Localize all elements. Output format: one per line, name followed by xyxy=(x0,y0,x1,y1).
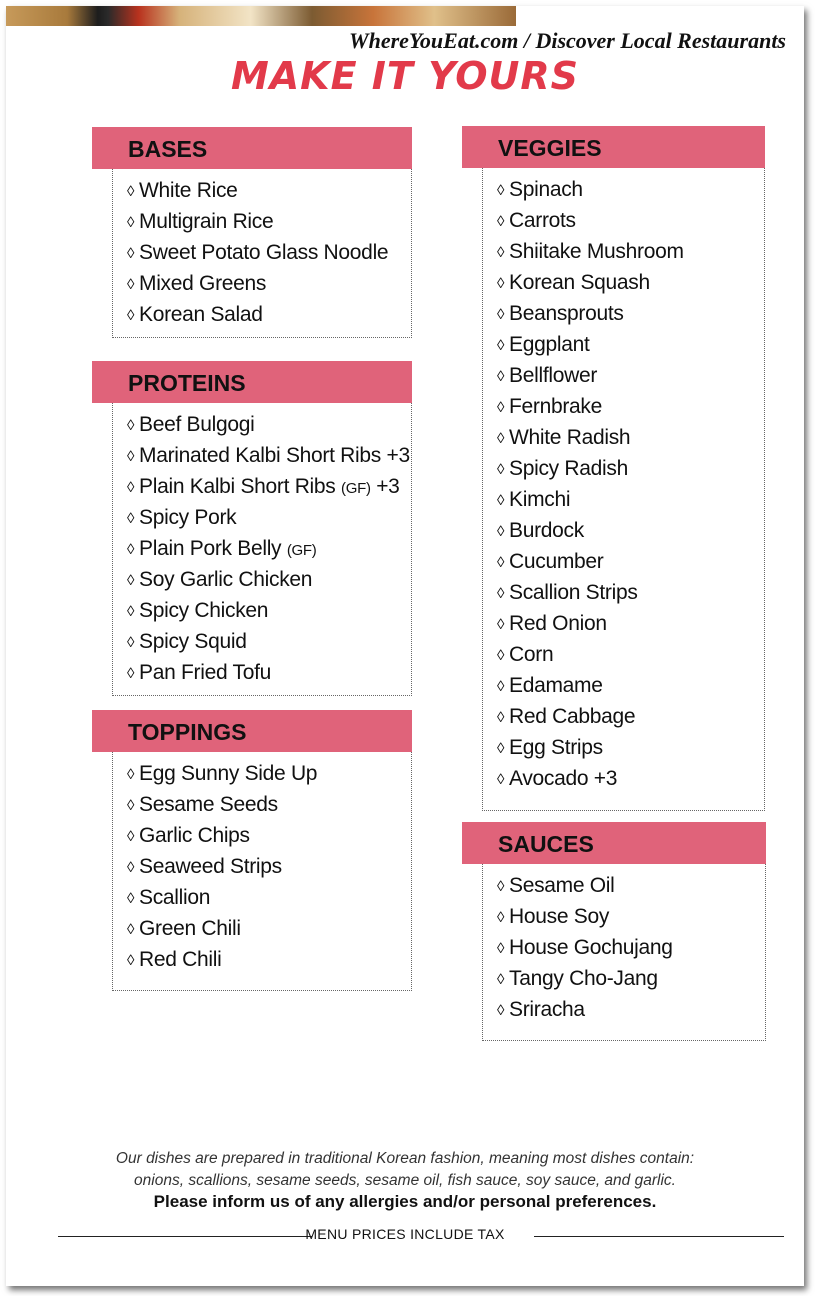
diamond-bullet-icon: ◊ xyxy=(497,523,505,540)
diamond-bullet-icon: ◊ xyxy=(127,890,135,907)
diamond-bullet-icon: ◊ xyxy=(127,245,135,262)
menu-item-label: Korean Salad xyxy=(139,303,263,326)
diamond-bullet-icon: ◊ xyxy=(497,430,505,447)
diamond-bullet-icon: ◊ xyxy=(497,878,505,895)
diamond-bullet-icon: ◊ xyxy=(497,337,505,354)
item-list xyxy=(127,758,411,975)
section-body xyxy=(112,752,412,991)
section-header: VEGGIES xyxy=(462,126,765,168)
diamond-bullet-icon: ◊ xyxy=(497,368,505,385)
menu-item-label: Carrots xyxy=(509,209,576,232)
menu-item-label: Seaweed Strips xyxy=(139,855,282,878)
menu-item-label: Scallion Strips xyxy=(509,581,638,604)
item-list xyxy=(497,870,765,1025)
menu-item-label: Shiitake Mushroom xyxy=(509,240,684,263)
section-proteins xyxy=(92,361,412,696)
menu-item xyxy=(497,453,764,484)
diamond-bullet-icon: ◊ xyxy=(497,585,505,602)
menu-item-label: Burdock xyxy=(509,519,584,542)
menu-item-label: Spicy Squid xyxy=(139,630,247,653)
diamond-bullet-icon: ◊ xyxy=(497,678,505,695)
diamond-bullet-icon: ◊ xyxy=(497,709,505,726)
diamond-bullet-icon: ◊ xyxy=(497,1002,505,1019)
diamond-bullet-icon: ◊ xyxy=(497,306,505,323)
menu-item xyxy=(127,440,411,471)
menu-item-label: Red Chili xyxy=(139,948,222,971)
diamond-bullet-icon: ◊ xyxy=(127,307,135,324)
menu-item-label: Red Onion xyxy=(509,612,607,635)
diamond-bullet-icon: ◊ xyxy=(127,766,135,783)
diamond-bullet-icon: ◊ xyxy=(497,740,505,757)
menu-item-label: Scallion xyxy=(139,886,211,909)
menu-item xyxy=(497,732,764,763)
menu-item-label: Beansprouts xyxy=(509,302,624,325)
menu-item-label: Eggplant xyxy=(509,333,590,356)
menu-item xyxy=(127,564,411,595)
menu-item xyxy=(497,870,765,901)
menu-item-label: Avocado +3 xyxy=(509,767,618,790)
menu-item-label: Garlic Chips xyxy=(139,824,250,847)
diamond-bullet-icon: ◊ xyxy=(127,859,135,876)
diamond-bullet-icon: ◊ xyxy=(497,461,505,478)
menu-item xyxy=(127,657,411,688)
menu-item-label: Pan Fried Tofu xyxy=(139,661,271,684)
menu-item xyxy=(497,329,764,360)
item-list xyxy=(497,174,764,794)
menu-item xyxy=(127,882,411,913)
menu-item xyxy=(127,913,411,944)
menu-item-label: Sweet Potato Glass Noodle xyxy=(139,241,389,264)
food-photo-strip xyxy=(6,6,516,26)
menu-item xyxy=(127,175,411,206)
diamond-bullet-icon: ◊ xyxy=(497,275,505,292)
allergy-note-line-2: onions, scallions, sesame seeds, sesame oil, fish sauce, soy sauce, and garlic. xyxy=(134,1172,676,1189)
menu-page xyxy=(6,6,804,1286)
menu-item xyxy=(497,670,764,701)
tax-notice: MENU PRICES INCLUDE TAX xyxy=(305,1226,505,1242)
menu-item xyxy=(127,206,411,237)
menu-item-label: Korean Squash xyxy=(509,271,650,294)
section-body xyxy=(112,403,412,696)
menu-item-label: Multigrain Rice xyxy=(139,210,274,233)
menu-item-label: Sesame Seeds xyxy=(139,793,278,816)
menu-item-label: Egg Strips xyxy=(509,736,603,759)
section-sauces xyxy=(462,822,766,1041)
diamond-bullet-icon: ◊ xyxy=(127,448,135,465)
diamond-bullet-icon: ◊ xyxy=(127,510,135,527)
divider-right xyxy=(534,1236,784,1237)
diamond-bullet-icon: ◊ xyxy=(127,797,135,814)
section-header: BASES xyxy=(92,127,412,169)
menu-item xyxy=(497,577,764,608)
menu-item xyxy=(497,174,764,205)
menu-item xyxy=(497,267,764,298)
menu-item xyxy=(127,237,411,268)
menu-item-label: Corn xyxy=(509,643,554,666)
menu-item-label: Cucumber xyxy=(509,550,604,573)
menu-item-label: Kimchi xyxy=(509,488,571,511)
menu-item-label: Beef Bulgogi xyxy=(139,413,255,436)
menu-item-label: White Rice xyxy=(139,179,238,202)
menu-item xyxy=(127,471,411,502)
gluten-free-note: (GF) xyxy=(286,542,317,559)
menu-item-label: Fernbrake xyxy=(509,395,603,418)
menu-item xyxy=(497,205,764,236)
allergy-note xyxy=(6,1148,804,1192)
watermark: WhereYouEat.com / Discover Local Restaurants xyxy=(349,28,786,53)
menu-item xyxy=(497,236,764,267)
diamond-bullet-icon: ◊ xyxy=(497,771,505,788)
menu-item xyxy=(127,626,411,657)
menu-item xyxy=(497,763,764,794)
menu-item xyxy=(497,608,764,639)
menu-item xyxy=(127,944,411,975)
section-header: TOPPINGS xyxy=(92,710,412,752)
menu-item xyxy=(497,391,764,422)
menu-item xyxy=(497,546,764,577)
menu-item-label: Plain Pork Belly xyxy=(139,537,282,560)
menu-item xyxy=(497,484,764,515)
menu-item-label: Spinach xyxy=(509,178,583,201)
menu-item-label: Sesame Oil xyxy=(509,874,615,897)
menu-item-label: Soy Garlic Chicken xyxy=(139,568,313,591)
diamond-bullet-icon: ◊ xyxy=(127,541,135,558)
diamond-bullet-icon: ◊ xyxy=(127,417,135,434)
diamond-bullet-icon: ◊ xyxy=(497,244,505,261)
menu-item xyxy=(127,758,411,789)
menu-item xyxy=(497,932,765,963)
diamond-bullet-icon: ◊ xyxy=(127,572,135,589)
menu-item-label: House Gochujang xyxy=(509,936,673,959)
menu-item-label: House Soy xyxy=(509,905,610,928)
menu-item xyxy=(497,901,765,932)
menu-item xyxy=(497,298,764,329)
gluten-free-note: (GF) xyxy=(341,480,371,497)
diamond-bullet-icon: ◊ xyxy=(497,554,505,571)
diamond-bullet-icon: ◊ xyxy=(497,492,505,509)
menu-item xyxy=(497,422,764,453)
menu-item xyxy=(497,701,764,732)
section-veggies xyxy=(462,126,765,811)
menu-item-label: Mixed Greens xyxy=(139,272,267,295)
menu-item xyxy=(127,502,411,533)
diamond-bullet-icon: ◊ xyxy=(127,921,135,938)
diamond-bullet-icon: ◊ xyxy=(127,214,135,231)
menu-item xyxy=(127,409,411,440)
diamond-bullet-icon: ◊ xyxy=(497,213,505,230)
menu-item xyxy=(497,360,764,391)
diamond-bullet-icon: ◊ xyxy=(127,952,135,969)
diamond-bullet-icon: ◊ xyxy=(127,634,135,651)
menu-item-label: Plain Kalbi Short Ribs xyxy=(139,475,336,498)
menu-item xyxy=(127,820,411,851)
diamond-bullet-icon: ◊ xyxy=(127,276,135,293)
diamond-bullet-icon: ◊ xyxy=(127,603,135,620)
menu-item xyxy=(127,789,411,820)
menu-item-label: Spicy Pork xyxy=(139,506,237,529)
menu-item-label: Red Cabbage xyxy=(509,705,636,728)
menu-item xyxy=(127,533,411,564)
section-header: PROTEINS xyxy=(92,361,412,403)
section-bases xyxy=(92,127,412,338)
diamond-bullet-icon: ◊ xyxy=(127,665,135,682)
diamond-bullet-icon: ◊ xyxy=(497,909,505,926)
diamond-bullet-icon: ◊ xyxy=(497,971,505,988)
diamond-bullet-icon: ◊ xyxy=(497,399,505,416)
page-title: MAKE IT YOURS xyxy=(230,54,580,98)
diamond-bullet-icon: ◊ xyxy=(127,479,135,496)
section-body xyxy=(112,169,412,338)
menu-item-label: Spicy Radish xyxy=(509,457,628,480)
menu-item-label: Bellflower xyxy=(509,364,598,387)
menu-item xyxy=(127,595,411,626)
menu-item-label: Green Chili xyxy=(139,917,241,940)
section-body xyxy=(482,168,765,811)
menu-item xyxy=(127,851,411,882)
menu-item-label: Sriracha xyxy=(509,998,585,1021)
menu-item-label: Egg Sunny Side Up xyxy=(139,762,318,785)
price-addon: +3 xyxy=(376,475,400,498)
allergy-note-line-1: Our dishes are prepared in traditional Korean fashion, meaning most dishes contain: xyxy=(115,1150,695,1167)
menu-item xyxy=(497,515,764,546)
menu-item xyxy=(497,994,765,1025)
item-list xyxy=(127,175,411,330)
menu-item xyxy=(497,639,764,670)
diamond-bullet-icon: ◊ xyxy=(497,647,505,664)
diamond-bullet-icon: ◊ xyxy=(497,940,505,957)
diamond-bullet-icon: ◊ xyxy=(127,828,135,845)
section-toppings xyxy=(92,710,412,991)
menu-item xyxy=(497,963,765,994)
section-header: SAUCES xyxy=(462,822,766,864)
section-body xyxy=(482,864,766,1041)
item-list xyxy=(127,409,411,688)
diamond-bullet-icon: ◊ xyxy=(127,183,135,200)
menu-item-label: Spicy Chicken xyxy=(139,599,269,622)
menu-item-label: Tangy Cho-Jang xyxy=(509,967,658,990)
menu-item-label: Edamame xyxy=(509,674,603,697)
menu-item xyxy=(127,268,411,299)
diamond-bullet-icon: ◊ xyxy=(497,616,505,633)
menu-item-label: White Radish xyxy=(509,426,631,449)
menu-item-label: Marinated Kalbi Short Ribs +3 xyxy=(139,444,410,467)
diamond-bullet-icon: ◊ xyxy=(497,182,505,199)
menu-item xyxy=(127,299,411,330)
allergy-notice: Please inform us of any allergies and/or personal preferences. xyxy=(153,1192,657,1211)
